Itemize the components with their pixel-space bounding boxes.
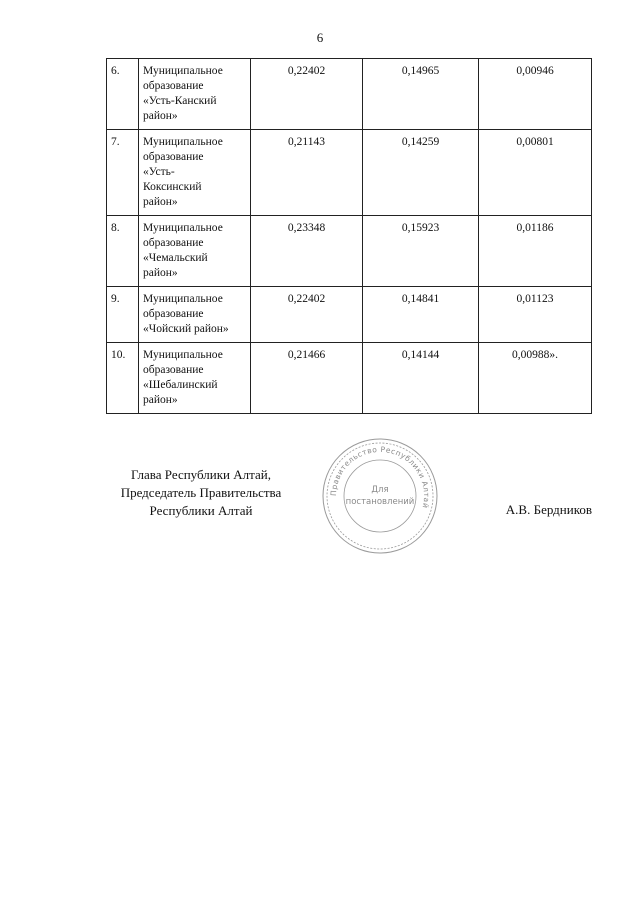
value-cell: 0,21143 <box>251 130 363 216</box>
seal-ring-text: Правительство Республики Алтай <box>328 444 432 510</box>
municipality-name: Муниципальное образование «Чойский район» <box>139 287 251 343</box>
municipality-name: Муниципальное образование «Усть-Канский район» <box>139 59 251 130</box>
value-cell: 0,15923 <box>363 216 479 287</box>
table-row <box>107 287 592 343</box>
value-cell: 0,22402 <box>251 59 363 130</box>
value-cell: 0,22402 <box>251 287 363 343</box>
table-row <box>107 343 592 414</box>
official-seal-stamp <box>320 436 440 556</box>
row-number: 10. <box>107 343 139 414</box>
row-number: 9. <box>107 287 139 343</box>
value-cell: 0,14965 <box>363 59 479 130</box>
row-number: 8. <box>107 216 139 287</box>
value-cell: 0,01123 <box>479 287 592 343</box>
value-cell: 0,23348 <box>251 216 363 287</box>
seal-center-text: постановлений <box>345 497 415 507</box>
page-number: 6 <box>316 30 324 45</box>
value-cell: 0,14259 <box>363 130 479 216</box>
value-cell: 0,00801 <box>479 130 592 216</box>
table-row <box>107 216 592 287</box>
row-number: 7. <box>107 130 139 216</box>
seal-center-text: Для <box>371 485 389 495</box>
value-cell: 0,14841 <box>363 287 479 343</box>
row-number: 6. <box>107 59 139 130</box>
table-row <box>107 59 592 130</box>
signatory-name: А.В. Бердников <box>505 502 592 517</box>
municipality-name: Муниципальное образование «Усть- Коксинский район» <box>139 130 251 216</box>
signatory-title: Глава Республики Алтай, Председатель Правительства Республики Алтай <box>120 467 282 518</box>
value-cell: 0,14144 <box>363 343 479 414</box>
municipality-name: Муниципальное образование «Чемальский район» <box>139 216 251 287</box>
value-cell: 0,01186 <box>479 216 592 287</box>
value-cell: 0,21466 <box>251 343 363 414</box>
municipality-name: Муниципальное образование «Шебалинский район» <box>139 343 251 414</box>
table-row <box>107 130 592 216</box>
value-cell: 0,00946 <box>479 59 592 130</box>
value-cell: 0,00988». <box>479 343 592 414</box>
coefficients-table <box>106 58 592 414</box>
